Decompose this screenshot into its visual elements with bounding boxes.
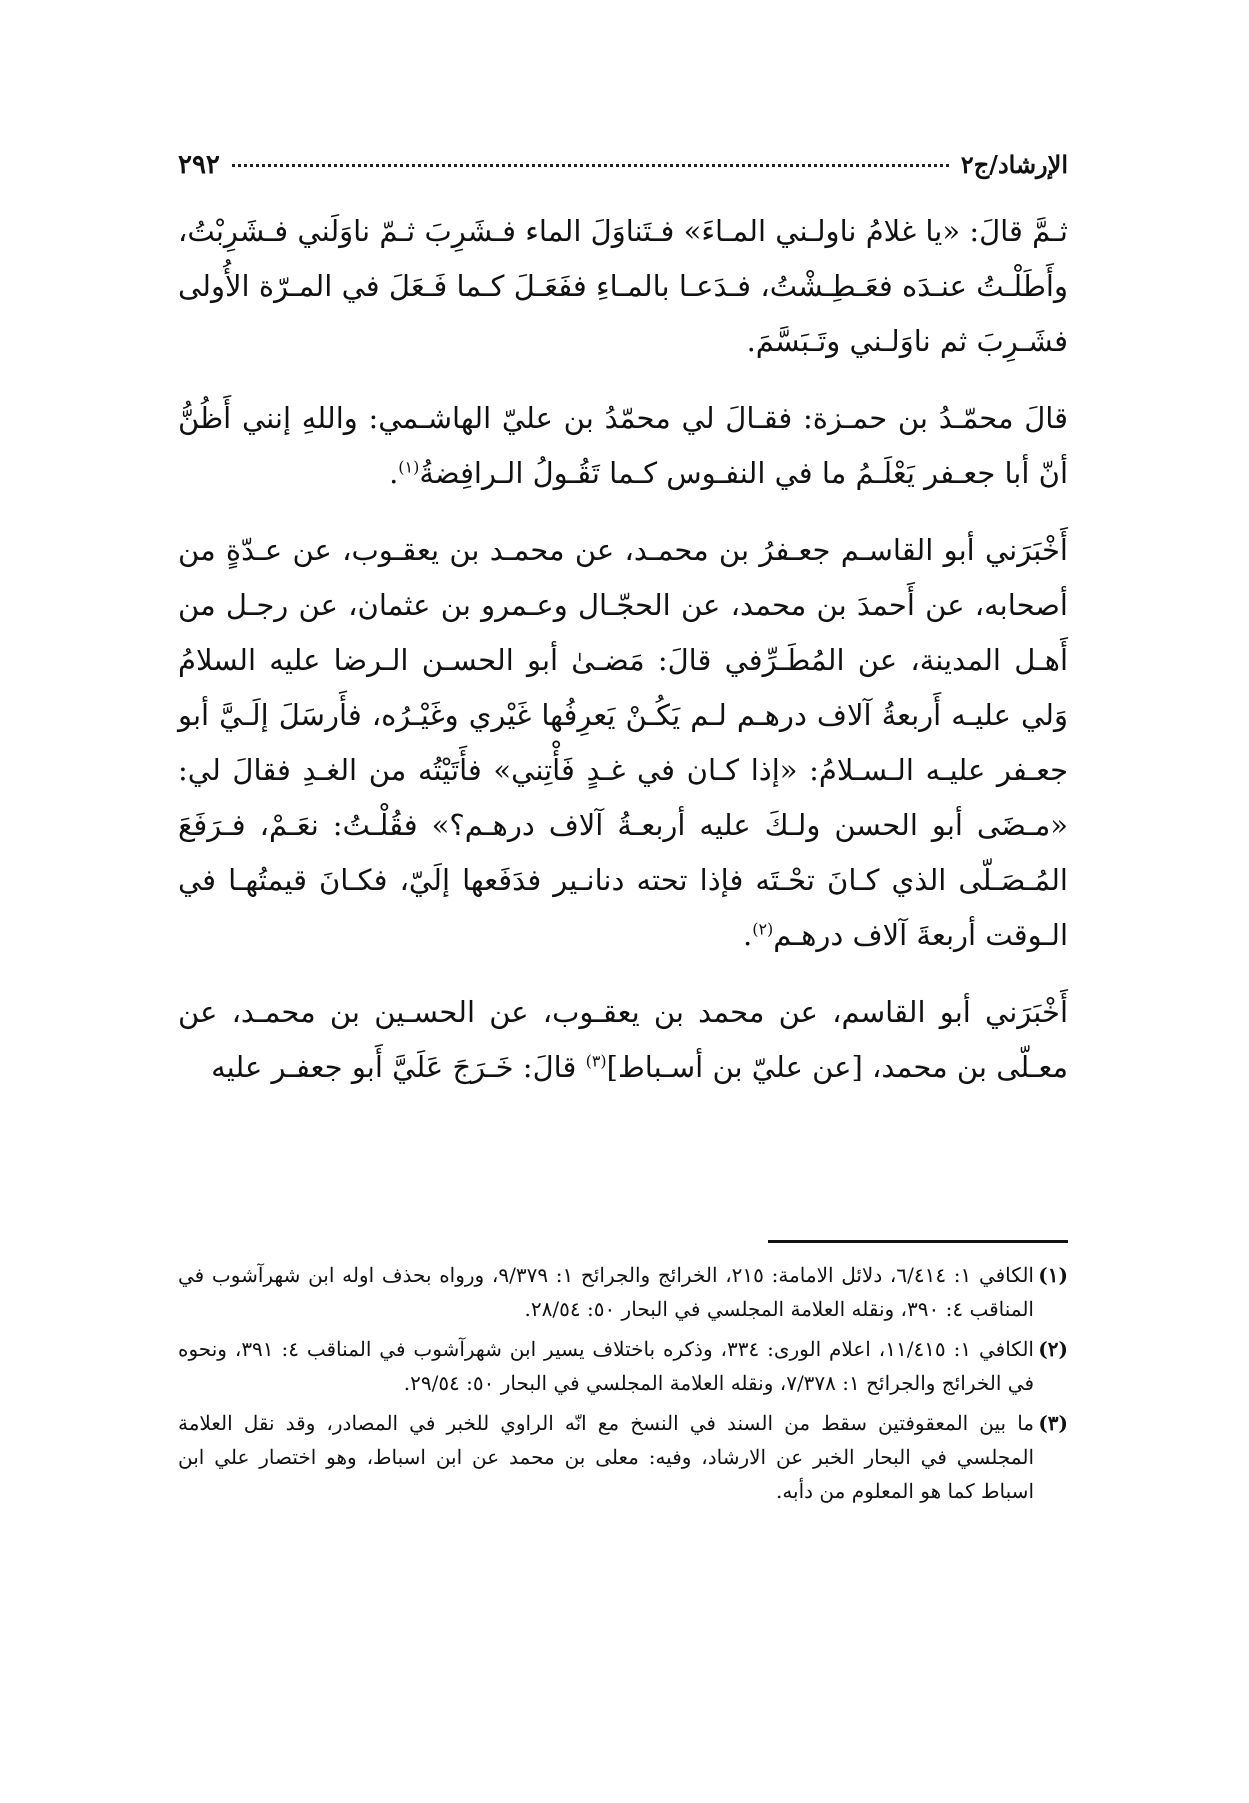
paragraph-tail: قالَ: خَـرَجَ عَلَيَّ أَبو جعفـر عليه [211,1050,586,1084]
footnote-marker[interactable]: (٣) [585,1051,607,1071]
main-text [178,204,1068,1095]
paragraph-tail: . [742,918,753,952]
running-title: الإرشاد/ج٢ [960,150,1068,179]
running-header [178,150,1068,190]
footnotes [178,1258,1068,1514]
paragraph-tail: . [389,456,399,490]
footnote [178,1406,1068,1508]
paragraph-text: ثـمَّ قالَ: «يا غلامُ ناولـني المـاءَ» فـتَناوَلَ الماء فـشَرِبَ ثـمّ ناوَلَني فـشَرِبْتُ، وأَطَلْـتُ عنـدَه فعَـطِـشْتُ، فـدَعـا بالمـاءِ ففَعَـلَ كـما فَـعَلَ في المـرّة الأُولى فشَـرِبَ ثم ناوَلـني وتَـبَسَّمَ. [178,214,1068,358]
paragraph-text: أَخْبَرَني أبو القاسم، عن محمد بن يعقـوب، عن الحسـين بن محمـد، عن معـلّى بن محمد، [عن عليّ بن أسـباط] [178,995,1068,1084]
footnote-text: ما بين المعقوفتين سقط من السند في النسخ مع انّه الراوي للخبر في المصادر، وقد نقل العلامة المجلسي في البحار الخبر عن الارشاد، وفيه: معلى بن محمد عن ابن اسباط، وهو اختصار علي ابن اسباط كما هو المعلوم من دأبه. [178,1411,1034,1503]
page-number: ٢٩٢ [178,150,220,180]
paragraph [178,204,1068,369]
footnote [178,1258,1068,1326]
leader-dots [232,164,949,167]
footnote-label: (١) [1038,1263,1068,1287]
footnote [178,1332,1068,1400]
footnote-marker[interactable]: (٢) [752,919,774,939]
book-page [178,150,1068,1770]
footnote-text: الكافي ١: ١١/٤١٥، اعلام الورى: ٣٣٤، وذكره باختلاف يسير ابن شهرآشوب في المناقب ٤: ٣٩١، ونحوه في الخرائج والجرائح ١: ٧/٣٧٨، ونقله العلامة المجلسي في البحار ٥٠: ٢٩/٥٤. [178,1337,1034,1395]
footnote-label: (٣) [1038,1411,1068,1435]
footnote-separator [768,1240,1068,1243]
paragraph-text: قالَ محمّـدُ بن حمـزة: فقـالَ لي محمّدُ بن عليّ الهاشـمي: واللهِ إنني أَظُنُّ أنّ أبا جعـفر يَعْلَـمُ ما في النفـوس كـما تَقُـولُ الـرافِضةُ [178,401,1068,490]
paragraph-text: أَخْبَرَني أبو القاسـم جعـفرُ بن محمـد، عن محمـد بن يعقـوب، عن عـدّةٍ من أصحابه، عن أَحمدَ بن محمد، عن الحجّـال وعـمرو بن عثمان، عن رجـل من أَهـل المدينة، عن المُطَـرِّفي قالَ: مَضـىٰ أبو الحسـن الـرضا عليه السلامُ وَلي عليـه أَربعةُ آلاف درهـم لـم يَكُـنْ يَعرِفُها غَيْري وغَيْـرُه، فأَرسَلَ إلَـيَّ أبو جعـفر عليـه الـسـلامُ: «إذا كـان في غـدٍ فَأْتِني» فأَتَيْتُه من الغـدِ فقالَ لي: «مـضَى أبو الحسن ولـكَ عليه أربعـةُ آلاف درهـم؟» فقُلْـتُ: نعَـمْ، فـرَفَعَ المُـصَـلّى الذي كـانَ تحْـتَه فإذا تحته دنانـير فدَفَعها إلَيّ، فكـانَ قيمتُهـا في الـوقت أربعةَ آلاف درهـم [178,533,1068,952]
footnote-text: الكافي ١: ٦/٤١٤، دلائل الامامة: ٢١٥، الخرائج والجرائح ١: ٩/٣٧٩، ورواه بحذف اوله ابن شهرآشوب في المناقب ٤: ٣٩٠، ونقله العلامة المجلسي في البحار ٥٠: ٢٨/٥٤. [178,1263,1034,1321]
paragraph [178,523,1068,963]
footnote-label: (٢) [1038,1337,1068,1361]
footnote-marker[interactable]: (١) [398,457,420,477]
paragraph [178,391,1068,501]
paragraph [178,985,1068,1095]
